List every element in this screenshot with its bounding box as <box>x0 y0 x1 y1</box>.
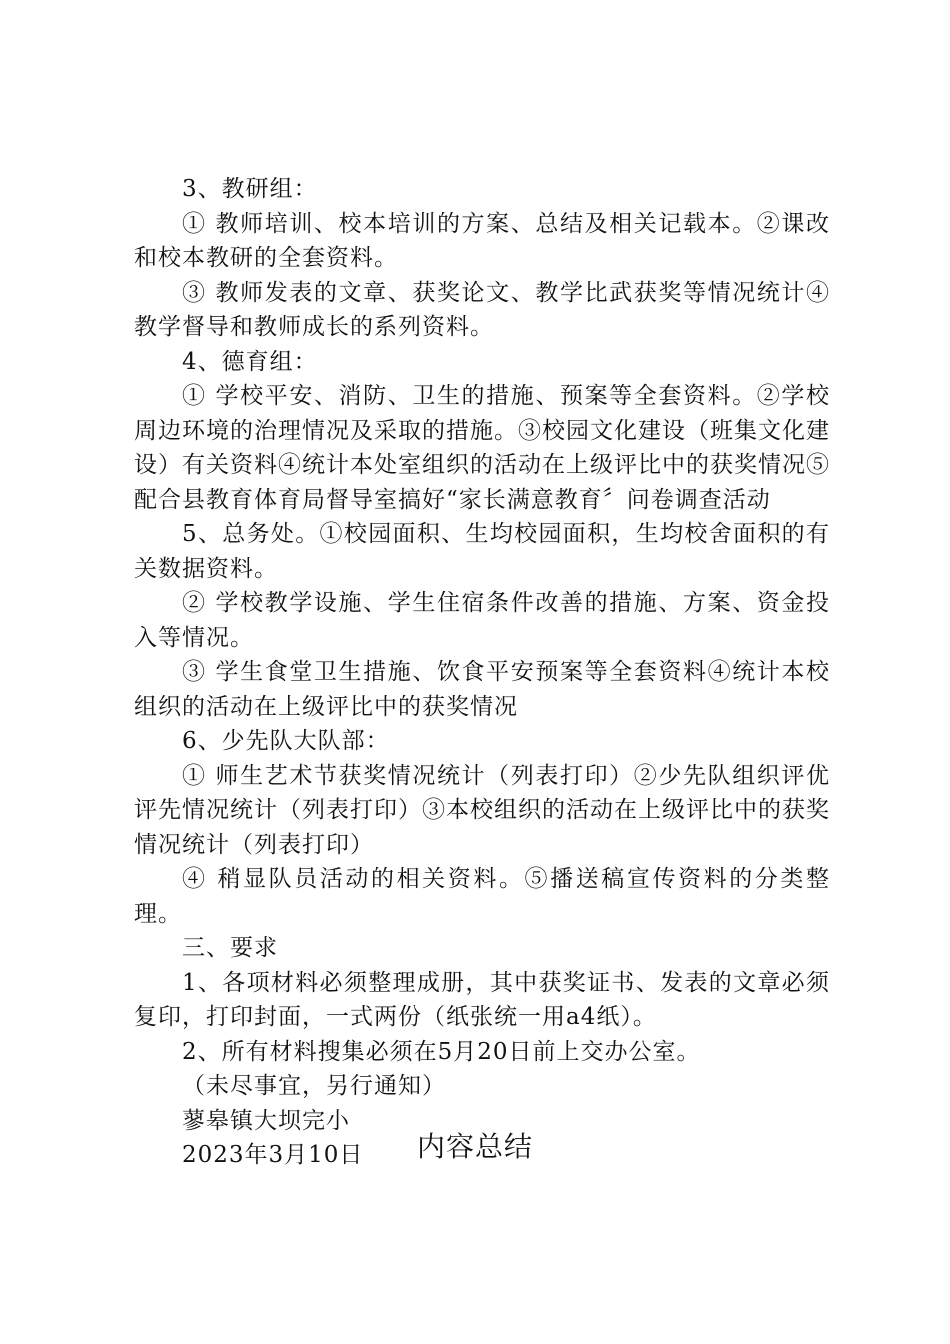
paragraph-zongwuchu-2: ② 学校教学设施、学生住宿条件改善的措施、方案、资金投入等情况。 <box>134 590 830 651</box>
paragraph-requirement-1: 1、各项材料必须整理成册，其中获奖证书、发表的文章必须复印，打印封面，一式两份（纸张统一用a4纸）。 <box>134 969 830 1030</box>
paragraph-shaoxiandui-1: ① 师生艺术节获奖情况统计（列表打印）②少先队组织评优评先情况统计（列表打印）③本校组织的活动在上级评比中的获奖情况统计（列表打印） <box>134 762 830 858</box>
paragraph-note: （未尽事宜，另行通知） <box>182 1073 446 1099</box>
paragraph-jiaoyanzu-2: ③ 教师发表的文章、获奖论文、教学比武获奖等情况统计④教学督导和教师成长的系列资料。 <box>134 279 830 340</box>
paragraph-jiaoyanzu-1: ① 教师培训、校本培训的方案、总结及相关记载本。②课改和校本教研的全套资料。 <box>134 210 830 271</box>
paragraph-requirement-2: 2、所有材料搜集必须在5月20日前上交办公室。 <box>182 1038 701 1065</box>
summary-heading: 内容总结 <box>416 1130 533 1163</box>
heading-shaoxiandui: 6、少先队大队部： <box>182 728 390 754</box>
paragraph-zongwuchu-1: 5、总务处。①校园面积、生均校园面积，生均校舍面积的有关数据资料。 <box>134 521 830 582</box>
paragraph-deyuzu-1: ① 学校平安、消防、卫生的措施、预案等全套资料。②学校周边环境的治理情况及采取的措施。③校园文化建设（班集文化建设）有关资料④统计本处室组织的活动在上级评比中的获奖情况⑤配合县教育体育局督导室搞好“家长满意教育〞问卷调查活动 <box>134 383 830 513</box>
signature-date: 2023年3月10日 <box>182 1142 364 1168</box>
heading-requirements: 三、要求 <box>182 935 278 961</box>
signature-school: 蓼皋镇大坝完小 <box>182 1107 350 1134</box>
heading-deyuzu: 4、德育组： <box>182 348 318 375</box>
paragraph-shaoxiandui-2: ④ 稍显队员活动的相关资料。⑤播送稿宣传资料的分类整理。 <box>134 866 830 927</box>
paragraph-zongwuchu-3: ③ 学生食堂卫生措施、饮食平安预案等全套资料④统计本校组织的活动在上级评比中的获奖情况 <box>134 659 830 720</box>
heading-jiaoyanzu: 3、教研组： <box>182 176 318 202</box>
document-body <box>134 172 830 1173</box>
